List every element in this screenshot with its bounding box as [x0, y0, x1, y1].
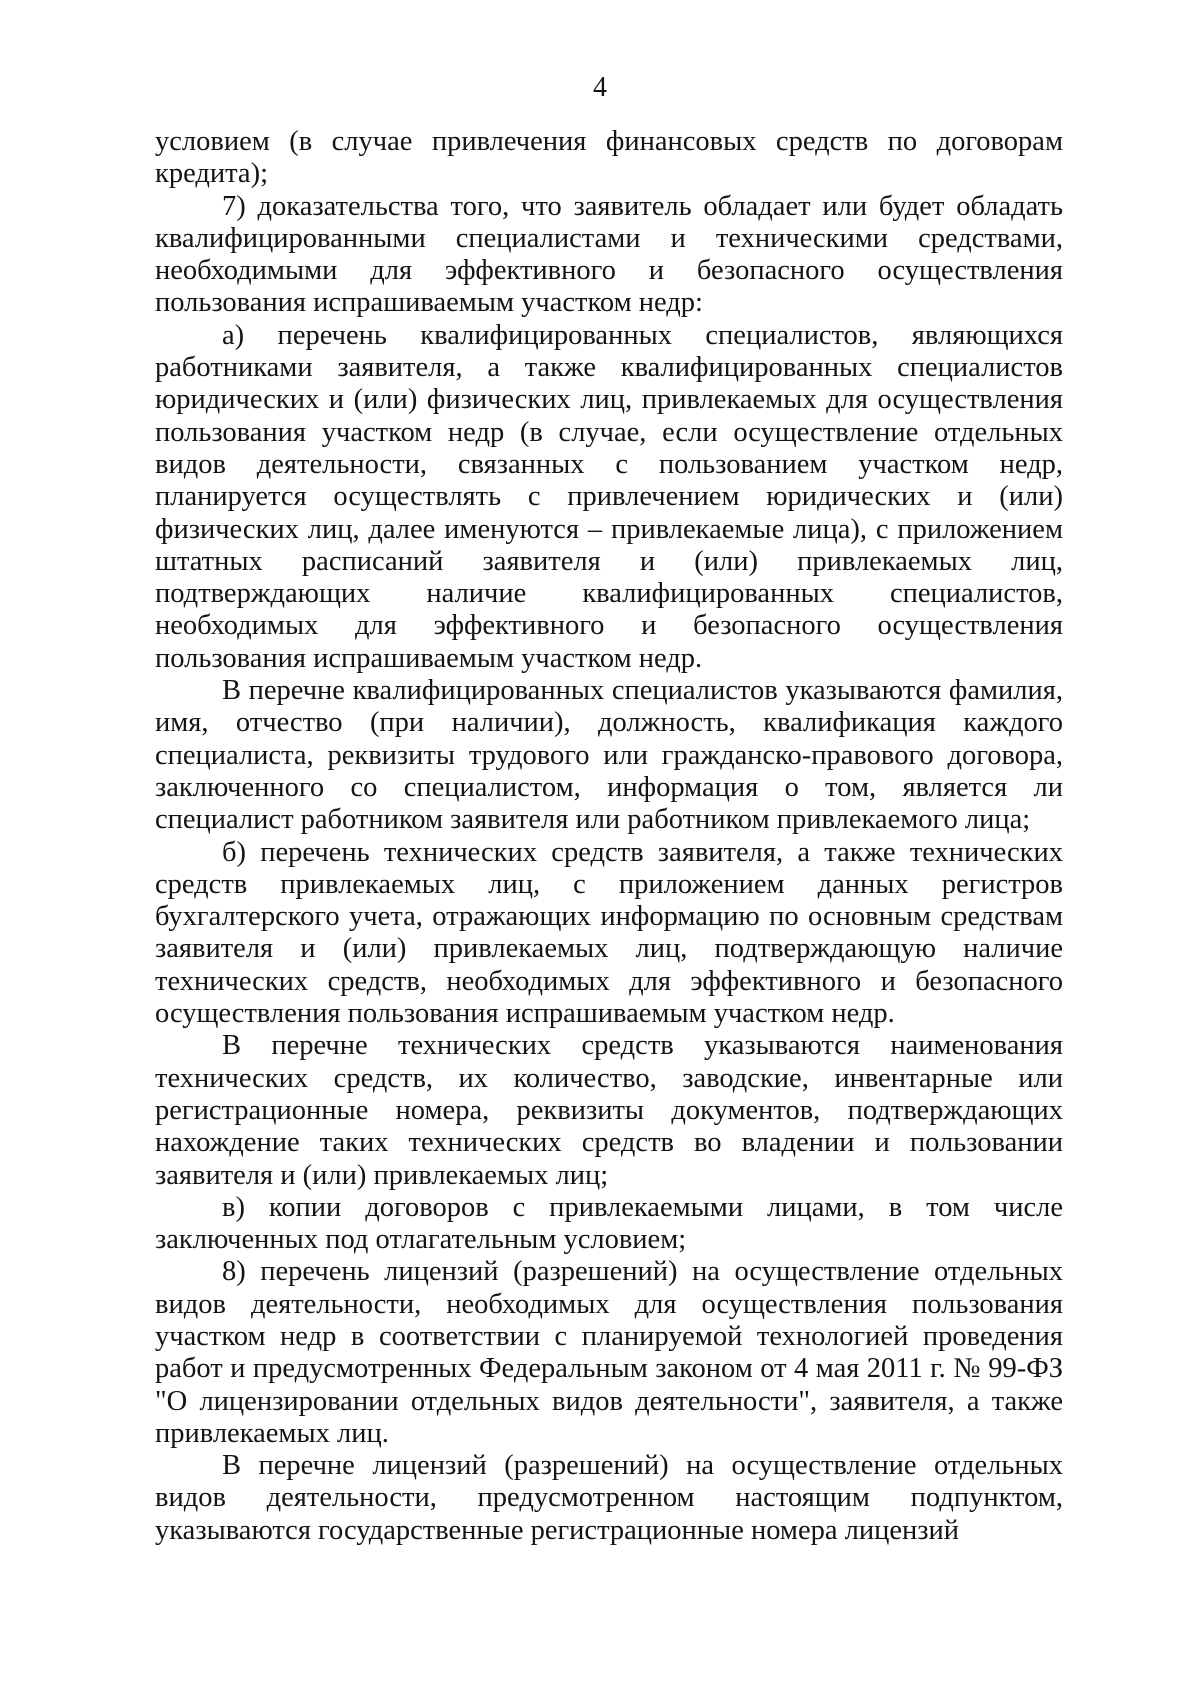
- paragraph: В перечне квалифицированных специалистов указываются фамилия, имя, отчество (при наличии), должность, квалификация каждого специалиста, реквизиты трудового или гражданско-правового договора, заключенного со специалистом, информация о том, является ли специалист работником заявителя или работником привлекаемого лица;: [155, 675, 1063, 836]
- paragraph: условием (в случае привлечения финансовых средств по договорам кредита);: [155, 126, 1063, 190]
- page-number: 4: [593, 72, 607, 103]
- body-text: [155, 126, 1063, 1547]
- paragraph: 7) доказательства того, что заявитель обладает или будет обладать квалифицированными специалистами и техническими средствами, необходимыми для эффективного и безопасного осуществления пользования испрашиваемым участком недр:: [155, 190, 1063, 319]
- paragraph: В перечне технических средств указываются наименования технических средств, их количество, заводские, инвентарные или регистрационные номера, реквизиты документов, подтверждающих нахождение таких технических средств во владении и пользовании заявителя и (или) привлекаемых лиц;: [155, 1030, 1063, 1191]
- paragraph: б) перечень технических средств заявителя, а также технических средств привлекаемых лиц, с приложением данных регистров бухгалтерского учета, отражающих информацию по основным средствам заявителя и (или) привлекаемых лиц, подтверждающую наличие технических средств, необходимых для эффективного и безопасного осуществления пользования испрашиваемым участком недр.: [155, 836, 1063, 1030]
- paragraph: а) перечень квалифицированных специалистов, являющихся работниками заявителя, а также квалифицированных специалистов юридических и (или) физических лиц, привлекаемых для осуществления пользования участком недр (в случае, если осуществление отдельных видов деятельности, связанных с пользованием участком недр, планируется осуществлять с привлечением юридических и (или) физических лиц, далее именуются – привлекаемые лица), с приложением штатных расписаний заявителя и (или) привлекаемых лиц, подтверждающих наличие квалифицированных специалистов, необходимых для эффективного и безопасного осуществления пользования испрашиваемым участком недр.: [155, 319, 1063, 674]
- paragraph: в) копии договоров с привлекаемыми лицами, в том числе заключенных под отлагательным условием;: [155, 1191, 1063, 1256]
- paragraph: В перечне лицензий (разрешений) на осуществление отдельных видов деятельности, предусмотренном настоящим подпунктом, указываются государственные регистрационные номера лицензий: [155, 1450, 1063, 1546]
- paragraph: 8) перечень лицензий (разрешений) на осуществление отдельных видов деятельности, необходимых для осуществления пользования участком недр в соответствии с планируемой технологией проведения работ и предусмотренных Федеральным законом от 4 мая 2011 г. № 99-ФЗ "О лицензировании отдельных видов деятельности", заявителя, а также привлекаемых лиц.: [155, 1256, 1063, 1449]
